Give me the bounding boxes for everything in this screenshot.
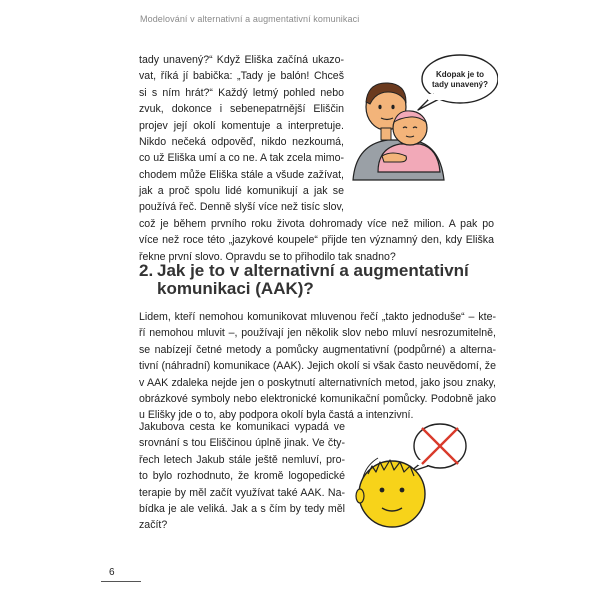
paragraph-intro-continued xyxy=(139,183,494,265)
text-line: řekne první slovo. Opravdu se to přihodilo tak snadno? xyxy=(139,250,396,263)
page-number-rule xyxy=(101,581,141,582)
text-line: Nikdo nečeká odpověď, nikdo nezkoumá, xyxy=(139,136,344,149)
text-line: Jakubova cesta ke komunikaci vypadá ve xyxy=(139,421,345,433)
text-line: více než roce této „jazykové koupele“ přijde ten významný den, kdy Eliška xyxy=(139,234,494,247)
paragraph-aak xyxy=(139,309,496,424)
text-line: řech letech Jakub stále ještě nemluví, pro- xyxy=(139,453,345,466)
text-line: si s ním hrát?“ Každý letmý pohled nebo xyxy=(139,86,344,99)
text-line: obrázkové symboly nebo elektronické komunikační pomůcky. Podobně jako xyxy=(139,393,496,406)
running-head: Modelování v alternativní a augmentativní komunikaci xyxy=(140,14,360,24)
text-line: tady unavený?“ Když Eliška začíná ukazo- xyxy=(139,54,344,66)
section-title-line1: Jak je to v alternativní a augmentativní xyxy=(157,261,469,280)
text-line: vat, říká jí babička: „Tady je balón! Chceš xyxy=(139,70,344,83)
text-line: zvuk, dokonce i sebenepatrnější Eliščin xyxy=(139,103,344,116)
crossed-speech-bubble xyxy=(410,424,466,472)
text-line: se nabízejí četné metody a pomůcky augmentativní (podpůrné) a alterna- xyxy=(139,343,496,356)
text-line: začít? xyxy=(139,519,168,532)
child-no-speech-illustration xyxy=(348,412,478,532)
text-line: projev její okolí komentuje a interpretuje. xyxy=(139,119,344,132)
text-line: terapie by měl začít využívat také AAK. Na- xyxy=(139,486,345,499)
section-title-line2: komunikaci (AAK)? xyxy=(157,279,314,298)
text-line: srovnání s tou Eliščinou úplně jinak. Ve čty- xyxy=(139,437,345,450)
paragraph-jakub xyxy=(139,419,345,534)
text-line: ří nemohou mluvit –, používají jen několik slov nebo mluví nesrozumitelně, xyxy=(139,327,496,340)
text-line: bídka je ale veliká. Jak a s čím by tedy měl xyxy=(139,503,345,516)
text-line: Lidem, kteří nemohou komunikovat mluvenou řečí „takto jednoduše“ – kte- xyxy=(139,311,496,323)
text-line: jak a proč spolu lidé komunikují a jak se xyxy=(139,185,344,197)
section-heading xyxy=(139,262,499,298)
bubble-text-line2: tady unavený? xyxy=(431,80,489,89)
page-number: 6 xyxy=(109,567,115,578)
text-line: chodem může Eliška stále a všude zažívat, xyxy=(139,168,344,181)
text-line: používá řeč. Denně slyší více než tisíc slov, xyxy=(139,201,344,214)
text-line: to bylo rozhodnuto, že kromě logopedické xyxy=(139,470,345,483)
text-line: v AAK zdaleka nejde jen o poskytnutí alternativních metod, jako jsou znaky, xyxy=(139,376,496,389)
speech-bubble xyxy=(418,55,498,110)
text-line: což je během prvního roku života dohromady více než milion. A pak po xyxy=(139,217,494,230)
paragraph-intro xyxy=(139,52,344,183)
grandma-baby-illustration xyxy=(348,52,498,182)
text-line: co už Eliška umí a co ne. A tak zcela mimo- xyxy=(139,152,344,165)
text-line: tivní (náhradní) komunikace (AAK). Jejich okolí si však často neuvědomí, že xyxy=(139,360,496,373)
text-line: u Elišky jde o to, aby podpora okolí byla častá a intenzivní. xyxy=(139,409,414,422)
bubble-text-line1: Kdopak je to xyxy=(435,70,485,79)
section-number: 2. xyxy=(139,261,154,280)
